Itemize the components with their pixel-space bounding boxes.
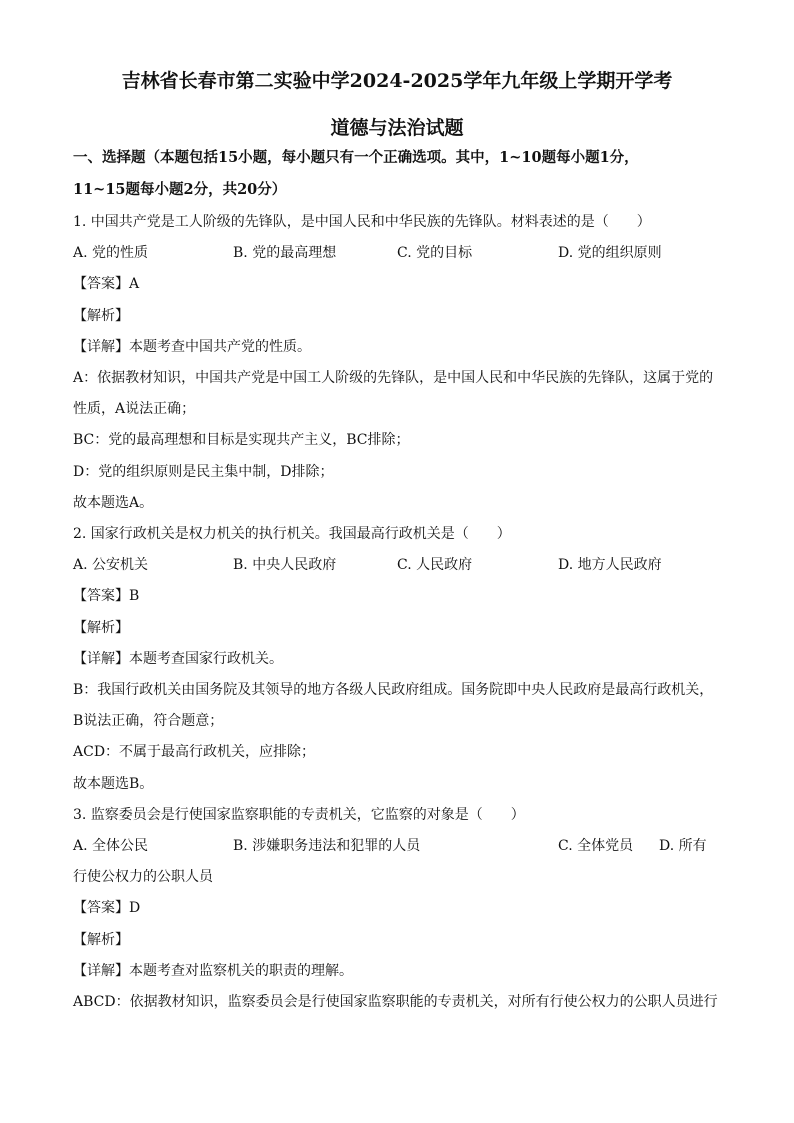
q3-stem: 3. 监察委员会是行使国家监察职能的专责机关，它监察的对象是（ ）: [73, 807, 525, 823]
q3-option-b: B. 涉嫌职务违法和犯罪的人员: [233, 838, 421, 854]
q2-option-c: C. 人民政府: [397, 557, 473, 573]
q3-explanation-1: ABCD：依据教材知识，监察委员会是行使国家监察职能的专责机关，对所有行使公权力的公职人员进行: [73, 994, 718, 1010]
q1-analysis-label: 【解析】: [73, 308, 129, 324]
section-heading-line2: 11~15题每小题2分，共20分）: [73, 181, 287, 198]
q2-explanation-1: B：我国行政机关由国务院及其领导的地方各级人民政府组成。国务院即中央人民政府是最高行政机关，: [73, 682, 714, 698]
q1-detail: 【详解】本题考查中国共产党的性质。: [73, 339, 311, 355]
q3-answer: 【答案】D: [73, 900, 141, 916]
q2-analysis-label: 【解析】: [73, 620, 129, 636]
q3-option-d: D. 所有: [659, 838, 707, 854]
q1-explanation-3: BC：党的最高理想和目标是实现共产主义，BC排除；: [73, 432, 410, 448]
q1-option-c: C. 党的目标: [397, 245, 473, 261]
section-heading-line1: 一、选择题（本题包括15小题，每小题只有一个正确选项。其中，1~10题每小题1分，: [73, 149, 639, 166]
q2-option-b: B. 中央人民政府: [233, 557, 337, 573]
q3-analysis-label: 【解析】: [73, 932, 129, 948]
q2-answer: 【答案】B: [73, 588, 140, 604]
q2-option-a: A. 公安机关: [73, 557, 149, 573]
q1-conclusion: 故本题选A。: [73, 495, 154, 511]
doc-title-line1: 吉林省长春市第二实验中学2024-2025学年九年级上学期开学考: [121, 70, 673, 92]
q1-explanation-2: 性质，A说法正确；: [73, 401, 196, 417]
q2-explanation-3: ACD：不属于最高行政机关，应排除；: [73, 744, 316, 760]
q1-answer: 【答案】A: [73, 276, 140, 292]
q2-stem: 2. 国家行政机关是权力机关的执行机关。我国最高行政机关是（ ）: [73, 526, 511, 542]
q2-conclusion: 故本题选B。: [73, 776, 154, 792]
q1-explanation-4: D：党的组织原则是民主集中制，D排除；: [73, 464, 334, 480]
q1-option-d: D. 党的组织原则: [558, 245, 662, 261]
q2-detail: 【详解】本题考查国家行政机关。: [73, 651, 283, 667]
q1-explanation-1: A：依据教材知识，中国共产党是中国工人阶级的先锋队，是中国人民和中华民族的先锋队，这属于党的: [73, 370, 714, 386]
q1-option-a: A. 党的性质: [73, 245, 149, 261]
q1-option-b: B. 党的最高理想: [233, 245, 337, 261]
q1-stem: 1. 中国共产党是工人阶级的先锋队，是中国人民和中华民族的先锋队。材料表述的是（ ）: [73, 214, 651, 230]
q2-option-d: D. 地方人民政府: [558, 557, 662, 573]
q3-option-d-continued: 行使公权力的公职人员: [73, 869, 213, 885]
q3-option-a: A. 全体公民: [73, 838, 149, 854]
q2-explanation-2: B说法正确，符合题意；: [73, 713, 224, 729]
q3-option-c: C. 全体党员: [558, 838, 634, 854]
q3-detail: 【详解】本题考查对监察机关的职责的理解。: [73, 963, 353, 979]
doc-title-line2: 道德与法治试题: [330, 117, 464, 139]
